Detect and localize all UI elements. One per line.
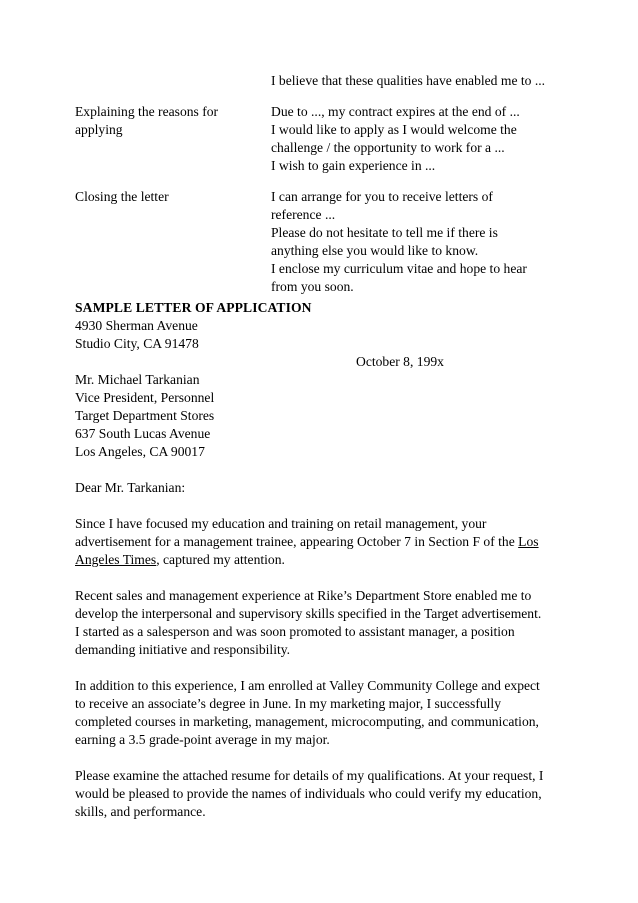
paragraph-2	[75, 587, 565, 659]
text-line: I would like to apply as I would welcome the	[271, 122, 517, 137]
letter-date: October 8, 199x	[356, 354, 444, 369]
address-line: Vice President, Personnel	[75, 390, 215, 405]
text-line: Recent sales and management experience at Rike’s Department Store enabled me to	[75, 588, 532, 603]
text-fragment: , captured my attention.	[156, 552, 285, 567]
table-row	[75, 188, 565, 296]
text-line: demanding initiative and responsibility.	[75, 642, 291, 657]
text-line: I wish to gain experience in ...	[271, 158, 436, 173]
text-line: challenge / the opportunity to work for a ...	[271, 140, 505, 155]
paragraph-3	[75, 677, 565, 749]
salutation: Dear Mr. Tarkanian:	[75, 480, 186, 495]
text-line: Please do not hesitate to tell me if there is	[271, 225, 498, 240]
recipient-address	[75, 371, 565, 461]
text-line	[75, 533, 565, 551]
text-line: to receive an associate’s degree in June. In my marketing major, I successfully	[75, 696, 501, 711]
row-text	[271, 72, 565, 90]
newspaper-title: Los	[518, 534, 539, 549]
text-line: skills, and performance.	[75, 804, 206, 819]
text-line: develop the interpersonal and supervisory skills specified in the Target advertisement.	[75, 606, 542, 621]
label-line: Closing the letter	[75, 189, 169, 204]
text-line: I can arrange for you to receive letters of	[271, 189, 493, 204]
paragraph-4	[75, 767, 565, 821]
phrases-table	[75, 72, 565, 296]
sender-address	[75, 317, 565, 353]
label-line: Explaining the reasons for	[75, 104, 219, 119]
letter-title: SAMPLE LETTER OF APPLICATION	[75, 300, 312, 315]
text-line	[75, 551, 565, 569]
text-line: Due to ..., my contract expires at the end of ...	[271, 104, 520, 119]
address-line: Los Angeles, CA 90017	[75, 444, 205, 459]
text-line: Since I have focused my education and training on retail management, your	[75, 516, 487, 531]
text-line: I believe that these qualities have enabled me to ...	[271, 73, 546, 88]
text-line: Please examine the attached resume for details of my qualifications. At your request, I	[75, 768, 544, 783]
row-label	[75, 188, 271, 296]
text-line: I started as a salesperson and was soon promoted to assistant manager, a position	[75, 624, 515, 639]
table-row	[75, 103, 565, 175]
text-line: earning a 3.5 grade-point average in my major.	[75, 732, 330, 747]
text-line: from you soon.	[271, 279, 354, 294]
paragraph-1	[75, 515, 565, 569]
row-label	[75, 72, 271, 90]
text-line: completed courses in marketing, management, microcomputing, and communication,	[75, 714, 539, 729]
label-line: applying	[75, 122, 123, 137]
row-label	[75, 103, 271, 175]
text-line: I enclose my curriculum vitae and hope to hear	[271, 261, 527, 276]
text-line: reference ...	[271, 207, 336, 222]
sample-letter	[75, 299, 565, 821]
table-row	[75, 72, 565, 90]
text-line: anything else you would like to know.	[271, 243, 479, 258]
row-text	[271, 103, 565, 175]
address-line: 4930 Sherman Avenue	[75, 318, 198, 333]
newspaper-title: Angeles Times	[75, 552, 157, 567]
address-line: Mr. Michael Tarkanian	[75, 372, 200, 387]
address-line: Studio City, CA 91478	[75, 336, 199, 351]
address-line: Target Department Stores	[75, 408, 215, 423]
text-line: would be pleased to provide the names of individuals who could verify my education,	[75, 786, 542, 801]
address-line: 637 South Lucas Avenue	[75, 426, 211, 441]
text-line: In addition to this experience, I am enrolled at Valley Community College and expect	[75, 678, 540, 693]
row-text	[271, 188, 565, 296]
text-fragment: advertisement for a management trainee, appearing October 7 in Section F of the	[75, 534, 519, 549]
